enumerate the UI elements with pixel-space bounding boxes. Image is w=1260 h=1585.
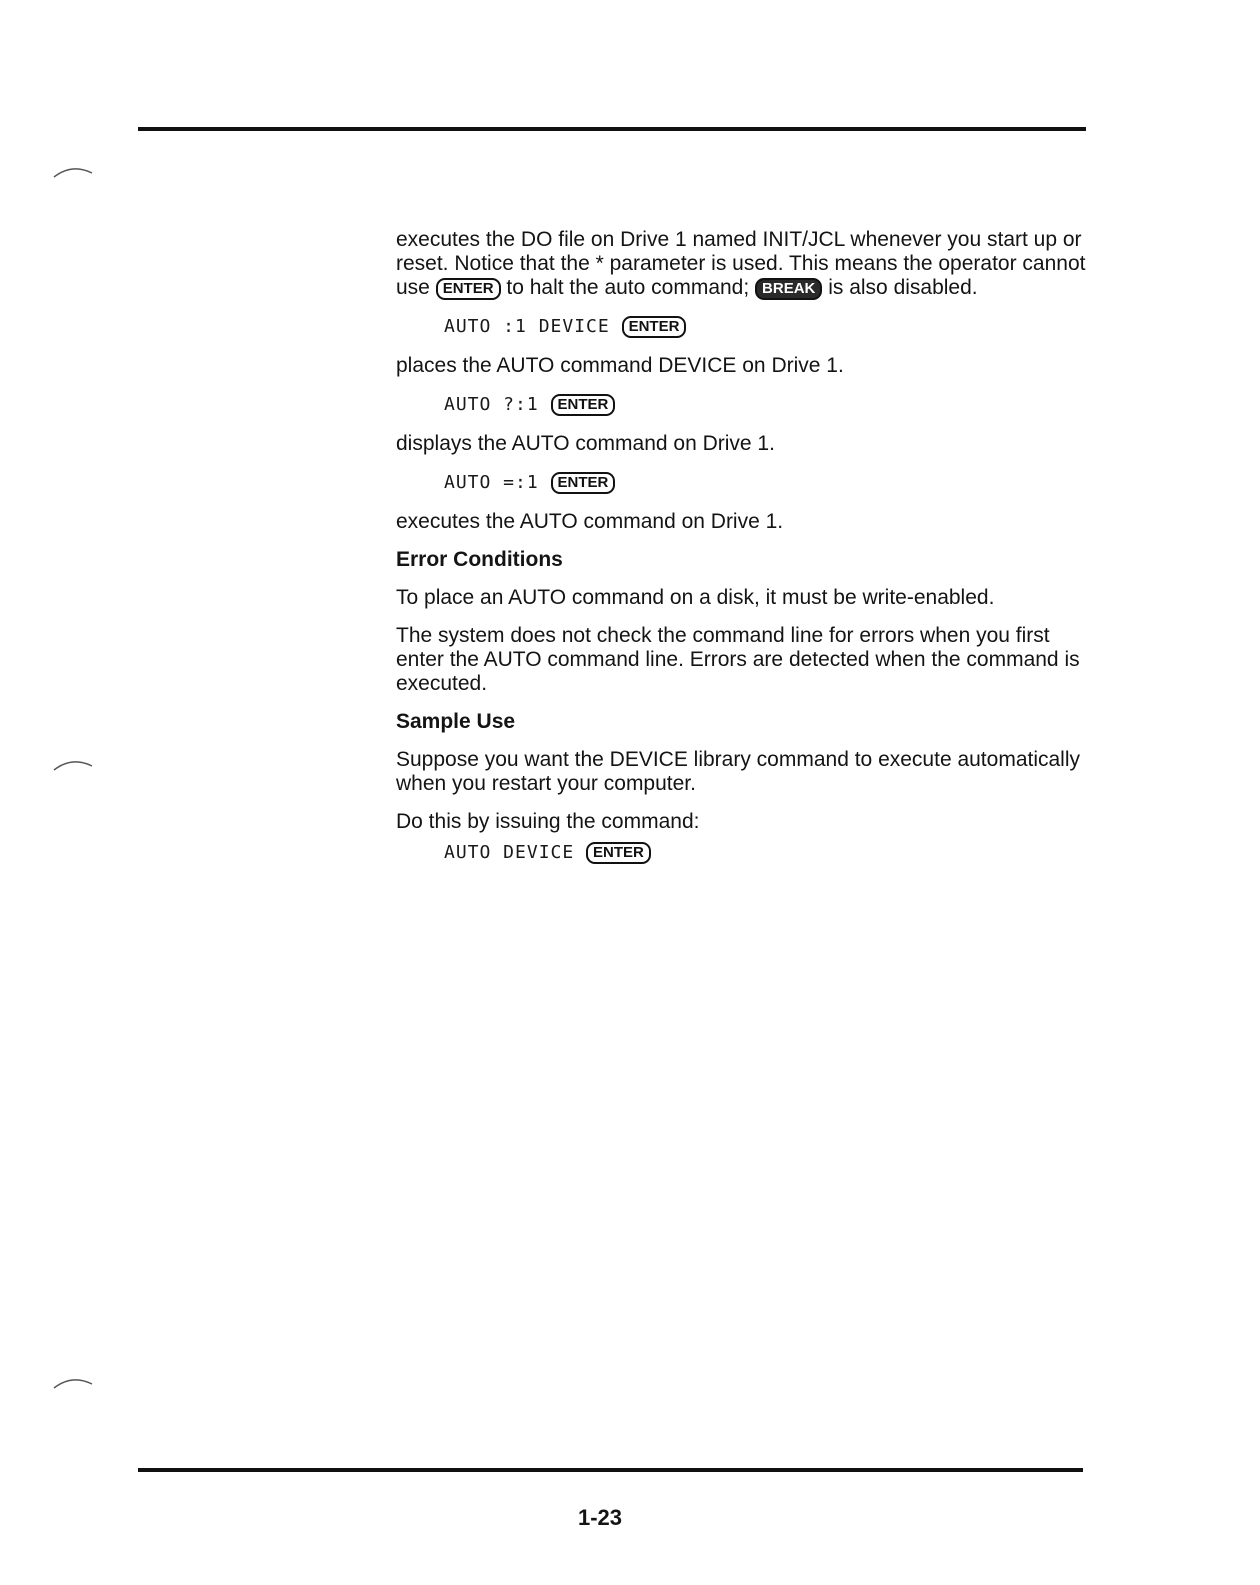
command-description: executes the AUTO command on Drive 1. — [396, 510, 784, 533]
command-text: AUTO :1 DEVICE — [444, 316, 622, 337]
enter-key-icon: ENTER — [622, 316, 687, 338]
page-number: 1-23 — [577, 1505, 623, 1530]
intro-text: to halt the auto command; — [500, 276, 756, 299]
enter-key-icon: ENTER — [551, 472, 616, 494]
command-example — [444, 470, 1086, 496]
break-key-icon: BREAK — [755, 278, 822, 300]
intro-text: executes the DO file on Drive 1 named INIT/JCL whenever you start up or reset. Notice that the * parameter is used. This means the operator cannot use — [396, 228, 1086, 299]
binder-hole-mark — [52, 758, 94, 772]
command-text: AUTO DEVICE — [444, 842, 587, 863]
command-text: AUTO =:1 — [444, 472, 551, 493]
error-conditions-heading: Error Conditions — [396, 548, 563, 571]
command-example — [444, 314, 1086, 340]
page-content — [396, 228, 1086, 880]
sample-command — [444, 840, 1086, 866]
binder-hole-mark — [52, 1376, 94, 1390]
enter-key-icon: ENTER — [586, 842, 651, 864]
error-conditions-paragraph: The system does not check the command line for errors when you first enter the AUTO command line. Errors are detected when the command is executed. — [396, 624, 1080, 695]
command-text: AUTO ?:1 — [444, 394, 551, 415]
intro-paragraph — [396, 228, 1086, 300]
command-description: places the AUTO command DEVICE on Drive 1. — [396, 354, 844, 377]
intro-text: is also disabled. — [822, 276, 978, 299]
sample-use-heading: Sample Use — [396, 710, 516, 733]
sample-use-paragraph: Do this by issuing the command: — [396, 810, 700, 833]
bottom-rule — [138, 1468, 1083, 1472]
top-rule — [138, 127, 1086, 131]
command-example — [444, 392, 1086, 418]
enter-key-icon: ENTER — [436, 278, 501, 300]
binder-hole-mark — [52, 165, 94, 179]
error-conditions-paragraph: To place an AUTO command on a disk, it must be write-enabled. — [396, 586, 995, 609]
command-description: displays the AUTO command on Drive 1. — [396, 432, 775, 455]
sample-use-paragraph: Suppose you want the DEVICE library command to execute automatically when you restart your computer. — [396, 748, 1081, 795]
enter-key-icon: ENTER — [551, 394, 616, 416]
